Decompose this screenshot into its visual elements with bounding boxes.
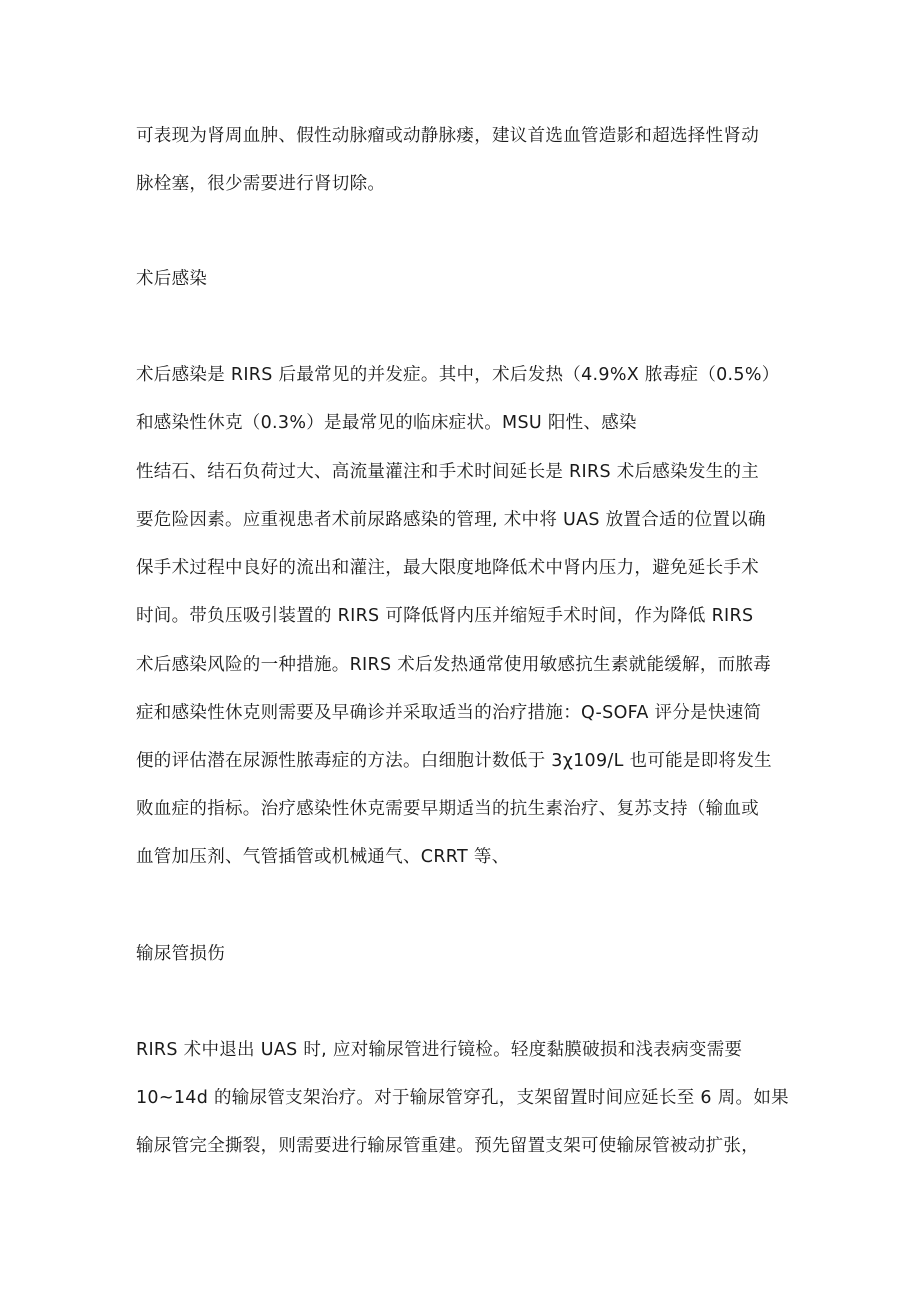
infection-line-11: 血管加压剂、气管插管或机械通气、CRRT 等、 [136,847,510,867]
infection-line-10: 败血症的指标。治疗感染性休克需要早期适当的抗生素治疗、复苏支持（输血或 [136,799,759,819]
ureter-line-1: RIRS 术中退出 UAS 时, 应对输尿管进行镜检。轻度黏膜破损和浅表病变需要 [136,1040,743,1060]
section-heading-ureter: 输尿管损伤 [136,944,225,964]
infection-line-3: 性结石、结石负荷过大、高流量灌注和手术时间延长是 RIRS 术后感染发生的主 [136,462,760,482]
infection-line-4: 要危险因素。应重视患者术前尿路感染的管理, 术中将 UAS 放置合适的位置以确 [136,510,766,530]
infection-line-6: 时间。带负压吸引装置的 RIRS 可降低肾内压并缩短手术时间，作为降低 RIRS [136,606,754,626]
infection-line-9: 便的评估潜在尿源性脓毒症的方法。白细胞计数低于 3χ109/L 也可能是即将发生 [136,751,772,771]
intro-line-1: 可表现为肾周血肿、假性动脉瘤或动静脉瘘，建议首选血管造影和超选择性肾动 [136,126,759,146]
infection-line-8: 症和感染性休克则需要及早确诊并采取适当的治疗措施：Q-SOFA 评分是快速简 [136,703,762,723]
infection-line-2: 和感染性休克（0.3%）是最常见的临床症状。MSU 阳性、感染 [136,413,637,433]
infection-line-7: 术后感染风险的一种措施。RIRS 术后发热通常使用敏感抗生素就能缓解，而脓毒 [136,655,772,675]
infection-line-1: 术后感染是 RIRS 后最常见的并发症。其中，术后发热（4.9%X 脓毒症（0.5%） [136,365,780,385]
section-heading-infection: 术后感染 [136,269,208,289]
ureter-line-2: 10~14d 的输尿管支架治疗。对于输尿管穿孔，支架留置时间应延长至 6 周。如果 [136,1088,789,1108]
ureter-line-3: 输尿管完全撕裂，则需要进行输尿管重建。预先留置支架可使输尿管被动扩张， [136,1136,759,1156]
infection-line-5: 保手术过程中良好的流出和灌注，最大限度地降低术中肾内压力，避免延长手术 [136,558,759,578]
intro-line-2: 脉栓塞，很少需要进行肾切除。 [136,174,386,194]
